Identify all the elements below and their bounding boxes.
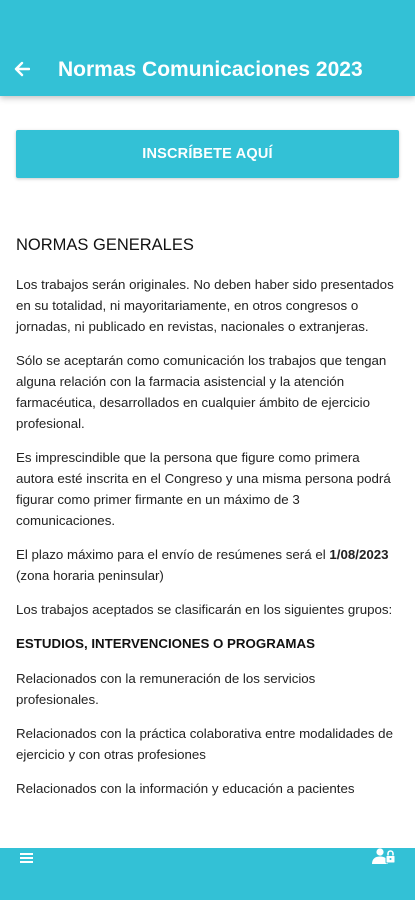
app-bar — [0, 0, 415, 96]
hamburger-menu-icon — [18, 852, 36, 864]
content-area — [0, 96, 415, 848]
bottom-bar — [0, 848, 415, 900]
deadline-suffix: (zona horaria peninsular) — [16, 568, 164, 583]
group-item: Relacionados con la remuneración de los servicios profesionales. — [16, 671, 316, 707]
back-button[interactable] — [8, 55, 36, 83]
paragraph-groups-intro: Los trabajos aceptados se clasificarán en los siguientes grupos: — [16, 602, 393, 617]
rules-text — [16, 234, 396, 812]
menu-button[interactable] — [18, 851, 36, 863]
paragraph-deadline — [16, 544, 396, 586]
group-title: ESTUDIOS, INTERVENCIONES O PROGRAMAS — [16, 636, 315, 651]
deadline-date: 1/08/2023 — [329, 547, 389, 562]
section-title: NORMAS GENERALES — [16, 236, 194, 254]
page-title: Normas Comunicaciones 2023 — [58, 58, 363, 81]
account-button[interactable] — [371, 848, 397, 864]
user-lock-icon — [371, 848, 397, 864]
arrow-left-icon — [14, 61, 30, 77]
group-item: Relacionados con la información y educación a pacientes — [16, 781, 355, 796]
group-item: Relacionados con la práctica colaborativa entre modalidades de ejercicio y con otras profesiones — [16, 726, 393, 762]
paragraph-originality: Los trabajos serán originales. No deben haber sido presentados en su totalidad, ni mayoritariamente, en otros congresos o jornadas, ni publicado en revistas, nacionales o extranjeras. — [16, 277, 394, 334]
paragraph-authorship: Es imprescindible que la persona que figure como primera autora esté inscrita en el Congreso y una misma persona podrá figurar como primer firmante en un máximo de 3 comunicaciones. — [16, 450, 391, 528]
paragraph-scope: Sólo se aceptarán como comunicación los trabajos que tengan alguna relación con la farmacia asistencial y la atención farmacéutica, desarrollados en cualquier ámbito de ejercicio profesional. — [16, 353, 387, 431]
deadline-prefix: El plazo máximo para el envío de resúmenes será el — [16, 547, 330, 562]
register-button[interactable]: INSCRÍBETE AQUÍ — [16, 130, 399, 178]
